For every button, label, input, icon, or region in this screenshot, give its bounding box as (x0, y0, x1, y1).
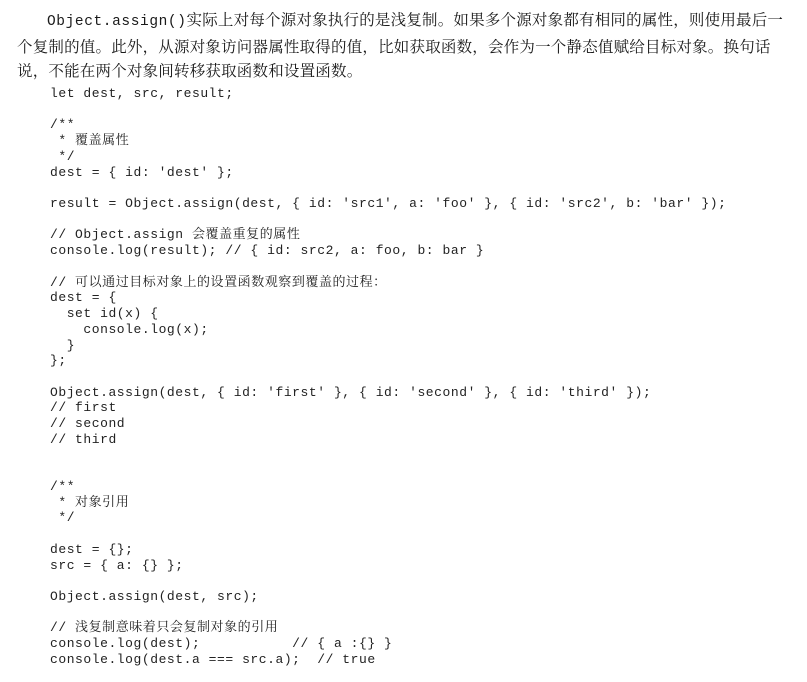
code-line: * 对象引用 (50, 494, 130, 510)
code-line: src = { a: {} }; (50, 557, 184, 573)
intro-paragraph (17, 8, 797, 84)
code-block (50, 86, 726, 668)
paragraph-text: 实际上对每个源对象执行的是浅复制。如果多个源对象都有相同的属性，则使用最后一个复制的值。此外，从源对象访问器属性取得的值，比如获取函数，会作为一个静态值赋给目标对象。换句话说，不能在两个对象间转移获取函数和设置函数。 (17, 11, 784, 80)
code-line: */ (50, 148, 76, 164)
code-line: Object.assign(dest, src); (50, 589, 259, 604)
code-line (50, 448, 726, 464)
code-line: console.log(dest.a === src.a); // true (50, 651, 376, 667)
inline-code-term: Object.assign() (47, 14, 187, 30)
code-line (50, 259, 726, 275)
code-line: // first (50, 400, 117, 416)
code-line: */ (50, 510, 76, 526)
code-line: console.log(result); // { id: src2, a: foo, b: bar } (50, 243, 485, 259)
code-line (50, 605, 726, 621)
code-line: dest = { (50, 290, 117, 306)
code-line: // Object.assign 会覆盖重复的属性 (50, 227, 301, 243)
code-line: * 覆盖属性 (50, 133, 130, 149)
code-line: } (50, 337, 76, 353)
code-line: // third (50, 431, 117, 447)
code-line: dest = { id: 'dest' }; (50, 164, 234, 180)
code-line: /** (50, 478, 76, 494)
code-line: result = Object.assign(dest, { id: 'src1', a: 'foo' }, { id: 'src2', b: 'bar' }); (50, 196, 727, 212)
code-line (50, 102, 726, 118)
code-line: // second (50, 416, 126, 432)
code-line (50, 526, 726, 542)
code-line: Object.assign(dest, { id: 'first' }, { id: 'second' }, { id: 'third' }); (50, 384, 652, 400)
code-line (50, 369, 726, 385)
code-line: console.log(x); (50, 321, 209, 337)
code-line: set id(x) { (50, 306, 159, 322)
code-line: }; (50, 353, 67, 369)
code-line: // 浅复制意味着只会复制对象的引用 (50, 620, 279, 636)
code-line (50, 180, 726, 196)
code-line (50, 573, 726, 589)
code-line: console.log(dest); // { a :{} } (50, 636, 393, 652)
code-line: // 可以通过目标对象上的设置函数观察到覆盖的过程： (50, 274, 387, 290)
code-line (50, 212, 726, 228)
code-line: let dest, src, result; (50, 86, 234, 101)
code-line: /** (50, 117, 76, 133)
code-line: dest = {}; (50, 541, 134, 557)
code-line (50, 463, 726, 479)
